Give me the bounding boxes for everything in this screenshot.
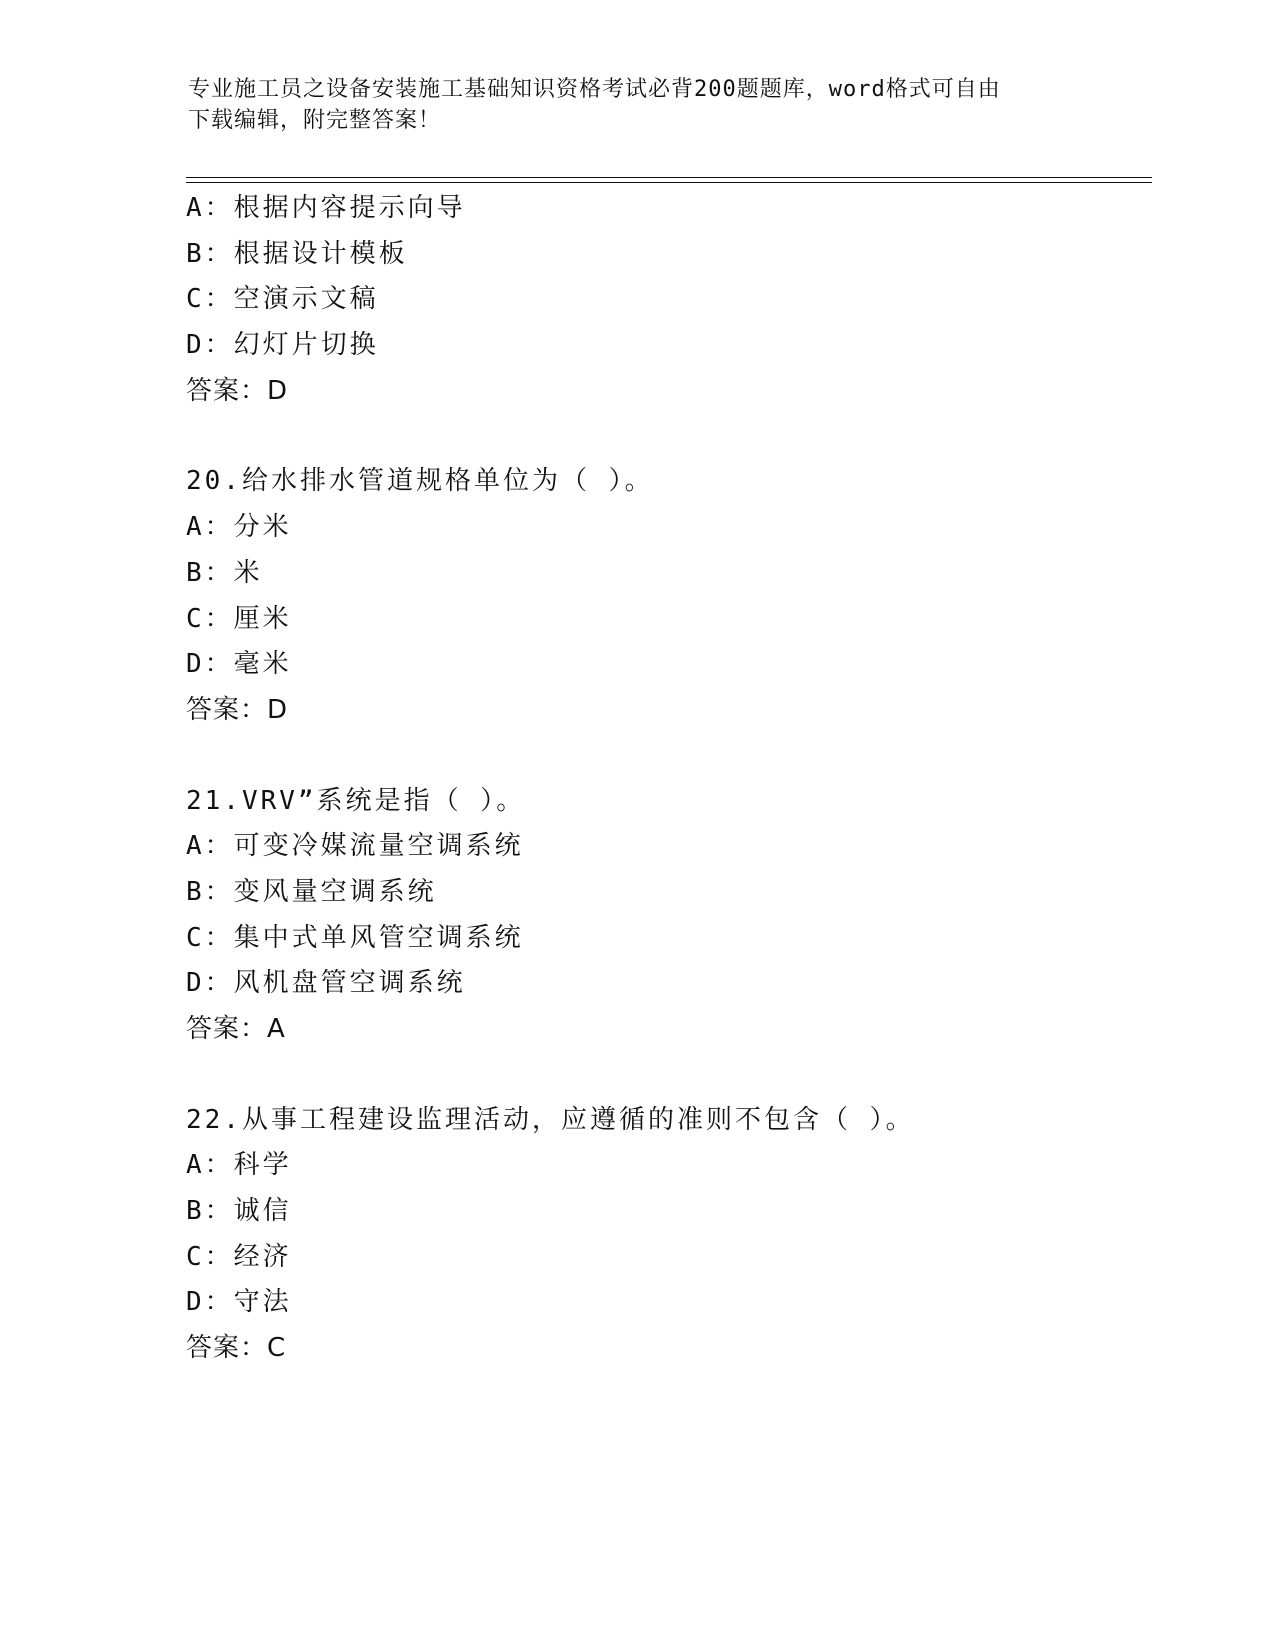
question-stem: 22.从事工程建设监理活动，应遵循的准则不包含（ ）。 xyxy=(186,1104,915,1135)
option-a: A：科学 xyxy=(186,1150,292,1181)
header-divider-top xyxy=(186,177,1152,178)
option-a: A：根据内容提示向导 xyxy=(186,193,466,223)
header-line-2: 下载编辑，附完整答案！ xyxy=(188,108,442,133)
header-line-1: 专业施工员之设备安装施工基础知识资格考试必背200题题库，word格式可自由 xyxy=(188,77,1001,102)
option-b: B：根据设计模板 xyxy=(186,238,408,269)
option-a: A：可变冷媒流量空调系统 xyxy=(186,831,524,862)
option-c: C：厘米 xyxy=(186,603,292,634)
option-d: D：幻灯片切换 xyxy=(186,330,379,361)
option-c: C：经济 xyxy=(186,1241,292,1272)
question-block-19 xyxy=(186,186,1146,414)
question-stem: 21.VRV”系统是指（ ）。 xyxy=(186,785,526,816)
option-c: C：集中式单风管空调系统 xyxy=(186,922,524,953)
option-d: D：风机盘管空调系统 xyxy=(186,968,466,999)
option-a: A：分米 xyxy=(186,512,292,543)
option-c: C：空演示文稿 xyxy=(186,284,379,315)
question-stem: 20.给水排水管道规格单位为（ ）。 xyxy=(186,466,654,497)
header-divider-bottom xyxy=(186,182,1152,183)
option-b: B：米 xyxy=(186,557,263,588)
option-b: B：诚信 xyxy=(186,1196,292,1227)
document-header xyxy=(188,74,1088,136)
question-list xyxy=(186,186,1146,1372)
question-block-20 xyxy=(186,459,1146,733)
option-d: D：毫米 xyxy=(186,649,292,680)
answer-line: 答案：D xyxy=(186,375,289,406)
question-block-22 xyxy=(186,1098,1146,1372)
option-b: B：变风量空调系统 xyxy=(186,876,437,907)
answer-line: 答案：A xyxy=(186,1014,286,1044)
question-block-21 xyxy=(186,779,1146,1053)
answer-line: 答案：C xyxy=(186,1333,287,1364)
option-d: D：守法 xyxy=(186,1287,292,1318)
answer-line: 答案：D xyxy=(186,694,289,725)
